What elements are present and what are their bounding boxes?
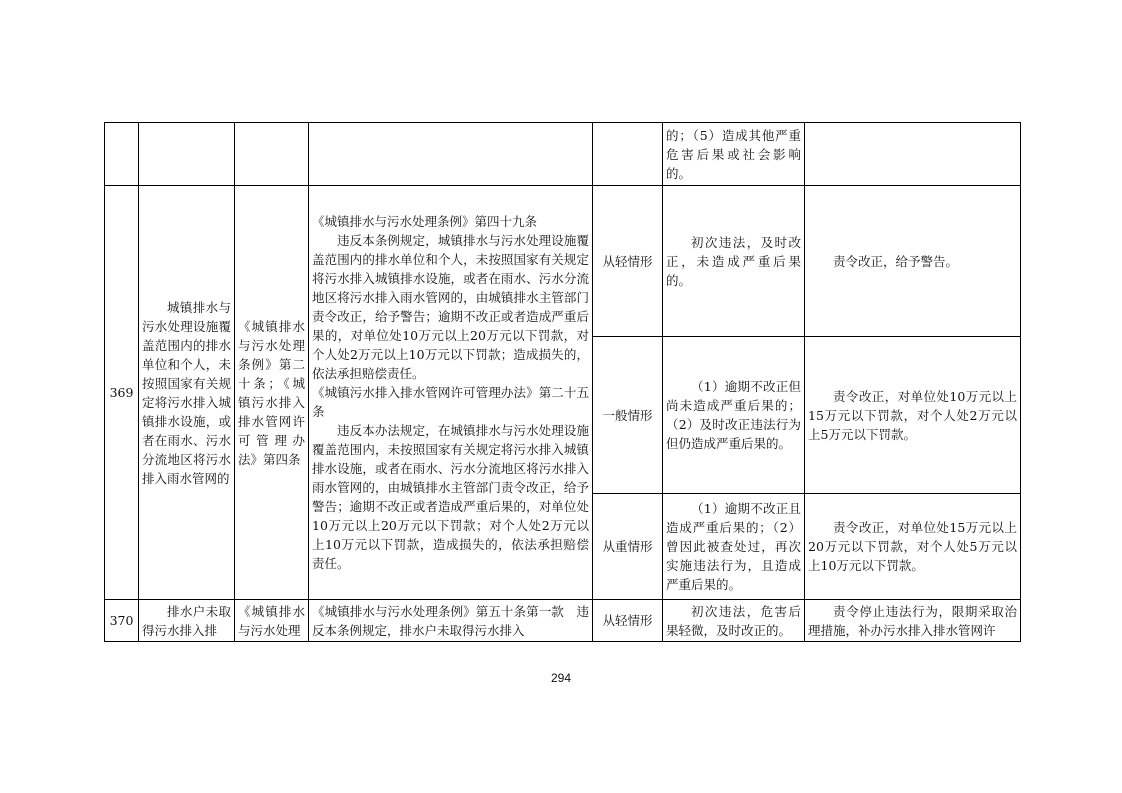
legal-369-title-1: 《城镇排水与污水处理条例》第四十九条 bbox=[312, 214, 538, 229]
table-row-369-light bbox=[105, 186, 1021, 337]
cell-basis-empty bbox=[235, 123, 309, 186]
cell-369-penalty-heavy: 责令改正，对单位处15万元以上20万元以下罚款，对个人处5万元以上10万元以下罚款。 bbox=[805, 494, 1021, 600]
cell-369-basis: 《城镇排水与污水处理条例》第二十条；《城镇污水排入排水管网许可管理办法》第四条 bbox=[235, 186, 309, 600]
cell-369-level-general: 一般情形 bbox=[593, 337, 663, 494]
cell-369-legal-text bbox=[309, 186, 593, 600]
cell-369-circumstance-light: 初次违法，及时改正，未造成严重后果的。 bbox=[663, 186, 805, 337]
cell-369-circumstance-heavy: （1）逾期不改正且造成严重后果的；（2）曾因此被查处过，再次实施违法行为，且造成严重后果的。 bbox=[663, 494, 805, 600]
table-row-continued bbox=[105, 123, 1021, 186]
page-number: 294 bbox=[550, 671, 572, 685]
cell-370-basis: 《城镇排水与污水处理 bbox=[235, 600, 309, 642]
cell-370-level: 从轻情形 bbox=[593, 600, 663, 642]
cell-369-circumstance-general: （1）逾期不改正但尚未造成严重后果的；（2）及时改正违法行为但仍造成严重后果的。 bbox=[663, 337, 805, 494]
cell-370-number: 370 bbox=[105, 600, 139, 642]
legal-369-title-2: 《城镇污水排入排水管网许可管理办法》第二十五条 bbox=[312, 385, 589, 419]
cell-369-penalty-general: 责令改正，对单位处10万元以上15万元以下罚款，对个人处2万元以上5万元以下罚款。 bbox=[805, 337, 1021, 494]
cell-number-empty bbox=[105, 123, 139, 186]
cell-369-item: 城镇排水与污水处理设施覆盖范围内的排水单位和个人，未按照国家有关规定将污水排入城镇排水设施，或者在雨水、污水分流地区将污水排入雨水管网的 bbox=[139, 186, 235, 600]
cell-370-penalty: 责令停止违法行为，限期采取治理措施，补办污水排入排水管网许 bbox=[805, 600, 1021, 642]
cell-penalty-empty bbox=[805, 123, 1021, 186]
cell-level-empty bbox=[593, 123, 663, 186]
cell-370-item: 排水户未取得污水排入排 bbox=[139, 600, 235, 642]
legal-369-body-1: 违反本条例规定，城镇排水与污水处理设施覆盖范围内的排水单位和个人，未按照国家有关规定将污水排入城镇排水设施，或者在雨水、污水分流地区将污水排入雨水管网的，由城镇排水主管部门责令改正，给予警告；逾期不改正或者造成严重后果的，对单位处10万元以上20万元以下罚款，对个人处2万元以上10万元以下罚款；造成损失的，依法承担赔偿责任。 bbox=[312, 233, 589, 381]
cell-369-level-heavy: 从重情形 bbox=[593, 494, 663, 600]
penalty-standards-table bbox=[104, 122, 1021, 642]
cell-370-legal-text: 《城镇排水与污水处理条例》第五十条第一款 违反本条例规定，排水户未取得污水排入 bbox=[309, 600, 593, 642]
cell-legal-empty bbox=[309, 123, 593, 186]
cell-369-penalty-light: 责令改正，给予警告。 bbox=[805, 186, 1021, 337]
legal-369-body-2: 违反本办法规定，在城镇排水与污水处理设施覆盖范围内，未按照国家有关规定将污水排入城镇排水设施，或者在雨水、污水分流地区将污水排入雨水管网的，由城镇排水主管部门责令改正，给予警告；逾期不改正或者造成严重后果的，对单位处10万元以上20万元以下罚款；对个人处2万元以上10万元以下罚款，造成损失的，依法承担赔偿责任。 bbox=[312, 423, 589, 571]
cell-369-level-light: 从轻情形 bbox=[593, 186, 663, 337]
cell-370-circumstance: 初次违法，危害后果轻微，及时改正的。 bbox=[663, 600, 805, 642]
cell-369-number: 369 bbox=[105, 186, 139, 600]
cell-item-empty bbox=[139, 123, 235, 186]
cell-continued-consequence: 的；（5）造成其他严重危害后果或社会影响的。 bbox=[663, 123, 805, 186]
table-row-370 bbox=[105, 600, 1021, 642]
